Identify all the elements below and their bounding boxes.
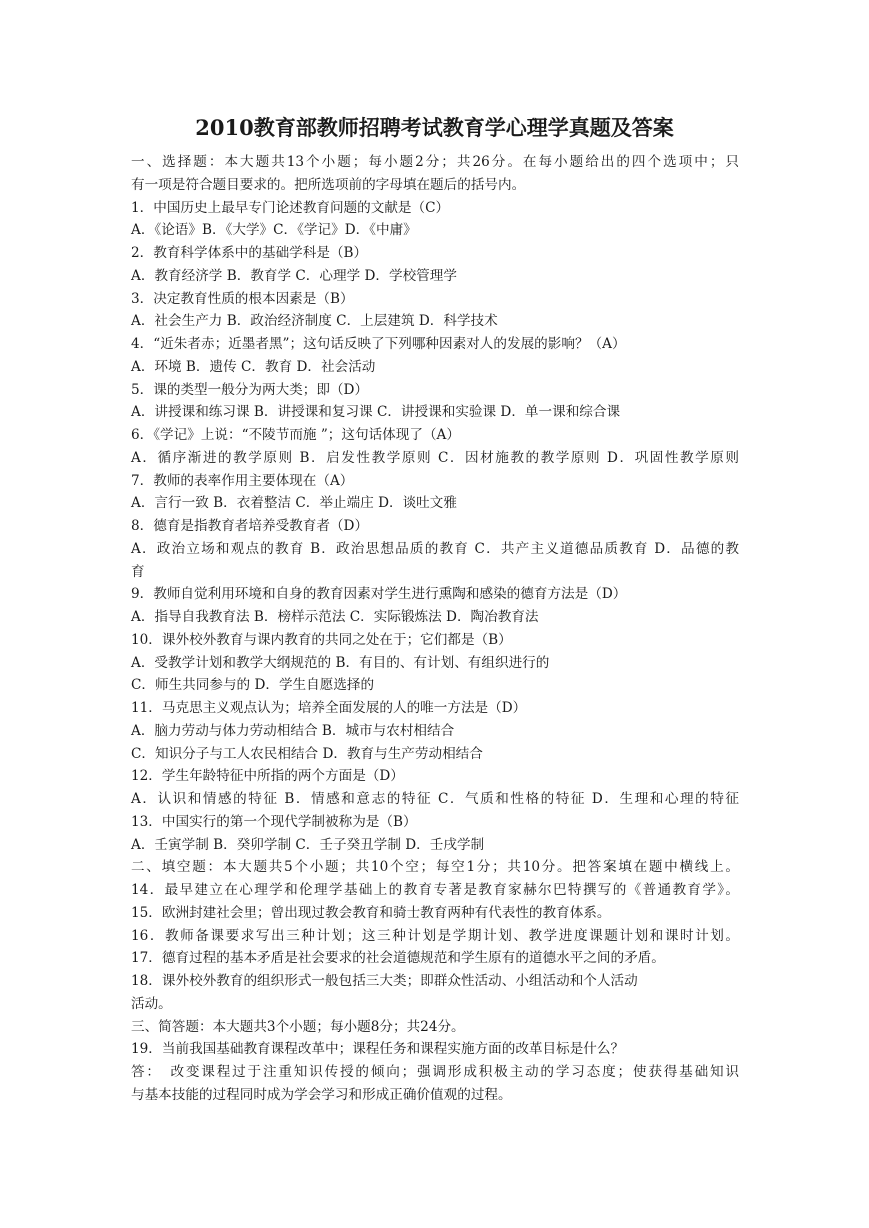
text-line: 答： 改变课程过于注重知识传授的倾向；强调形成积极主动的学习态度；使获得基础知识 xyxy=(131,1064,739,1080)
document-title: 2010教育部教师招聘考试教育学心理学真题及答案 xyxy=(195,115,674,140)
text-line: 19．当前我国基础教育课程改革中；课程任务和课程实施方面的改革目标是什么？ xyxy=(131,1041,625,1058)
text-line: A．环境 B．遗传 C．教育 D．社会活动 xyxy=(131,358,376,375)
text-line: 有一项是符合题目要求的。把所选项前的字母填在题后的括号内。 xyxy=(131,176,526,193)
text-line: A．《论语》B．《大学》C．《学记》D．《中庸》 xyxy=(131,222,417,239)
text-line: A．社会生产力 B．政治经济制度 C．上层建筑 D．科学技术 xyxy=(131,313,498,330)
text-line: A．脑力劳动与体力劳动相结合 B．城市与农村相结合 xyxy=(131,722,455,739)
text-line: A．壬寅学制 B．癸卯学制 C．壬子癸丑学制 D．壬戌学制 xyxy=(131,836,485,853)
text-line: 17．德育过程的基本矛盾是社会要求的社会道德规范和学生原有的道德水平之间的矛盾。 xyxy=(131,950,665,967)
text-line: 三、简答题：本大题共3个小题；每小题8分；共24分。 xyxy=(131,1018,465,1035)
text-line: 活动。 xyxy=(131,995,172,1012)
text-line: 3．决定教育性质的根本因素是（B） xyxy=(131,290,354,307)
text-line: 10．课外校外教育与课内教育的共同之处在于；它们都是（B） xyxy=(131,631,512,648)
text-line: A．言行一致 B．衣着整洁 C．举止端庄 D．谈吐文雅 xyxy=(131,495,457,512)
text-line: 15．欧洲封建社会里；曾出现过教会教育和骑士教育两种有代表性的教育体系。 xyxy=(131,904,611,921)
text-line: 育 xyxy=(131,563,145,580)
text-line: 一、选择题：本大题共13个小题；每小题2分；共26分。在每小题给出的四个选项中；只 xyxy=(131,154,739,170)
text-line: 14．最早建立在心理学和伦理学基础上的教育专著是教育家赫尔巴特撰写的《普通教育学》。 xyxy=(131,882,739,898)
text-line: A．受教学计划和教学大纲规范的 B．有目的、有计划、有组织进行的 xyxy=(131,654,550,671)
text-line: 16．教师备课要求写出三种计划；这三种计划是学期计划、教学进度课题计划和课时计划。 xyxy=(131,927,739,944)
text-line: 11．马克思主义观点认为；培养全面发展的人的唯一方法是（D） xyxy=(131,700,527,716)
text-line: C．师生共同参与的 D．学生自愿选择的 xyxy=(131,677,375,694)
text-line: 13．中国实行的第一个现代学制被称为是（B） xyxy=(131,813,417,830)
text-line: 9．教师自觉利用环境和自身的教育因素对学生进行熏陶和感染的德育方法是（D） xyxy=(131,586,627,603)
text-line: A．教育经济学 B．教育学 C．心理学 D．学校管理学 xyxy=(131,267,457,284)
text-line: A．指导自我教育法 B．榜样示范法 C．实际锻炼法 D．陶冶教育法 xyxy=(131,609,539,625)
document-body xyxy=(131,151,739,1107)
text-line: A．讲授课和练习课 B．讲授课和复习课 C．讲授课和实验课 D．单一课和综合课 xyxy=(131,404,621,421)
text-line: 1．中国历史上最早专门论述教育问题的文献是（C） xyxy=(131,199,450,216)
text-line: 与基本技能的过程同时成为学会学习和形成正确价值观的过程。 xyxy=(131,1086,512,1103)
text-line: 5．课的类型一般分为两大类；即（D） xyxy=(131,381,369,398)
text-line: 12．学生年龄特征中所指的两个方面是（D） xyxy=(131,768,404,785)
text-line: C．知识分子与工人农民相结合 D．教育与生产劳动相结合 xyxy=(131,745,483,762)
text-line: A．循序渐进的教学原则 B．启发性教学原则 C．因材施教的教学原则 D．巩固性教学原则 xyxy=(131,449,739,466)
text-line: 2．教育科学体系中的基础学科是（B） xyxy=(131,245,368,261)
text-line: 18．课外校外教育的组织形式一般包括三大类；即群众性活动、小组活动和个人活动 xyxy=(131,973,638,989)
text-line: 7．教师的表率作用主要体现在（A） xyxy=(131,472,354,489)
text-line: 4．“近朱者赤；近墨者黑”；这句话反映了下列哪种因素对人的发展的影响？（A） xyxy=(131,336,626,352)
text-line: A．认识和情感的特征 B．情感和意志的特征 C．气质和性格的特征 D．生理和心理的特征 xyxy=(131,791,739,807)
text-line: 8．德育是指教育者培养受教育者（D） xyxy=(131,518,369,534)
text-line: A．政治立场和观点的教育 B．政治思想品质的教育 C．共产主义道德品质教育 D．品德的教 xyxy=(131,540,739,557)
text-line: 6．《学记》上说：“不陵节而施 ”；这句话体现了（A） xyxy=(131,427,460,443)
text-line: 二、填空题：本大题共5个小题；共10个空；每空1分；共10分。把答案填在题中横线上。 xyxy=(131,859,739,876)
